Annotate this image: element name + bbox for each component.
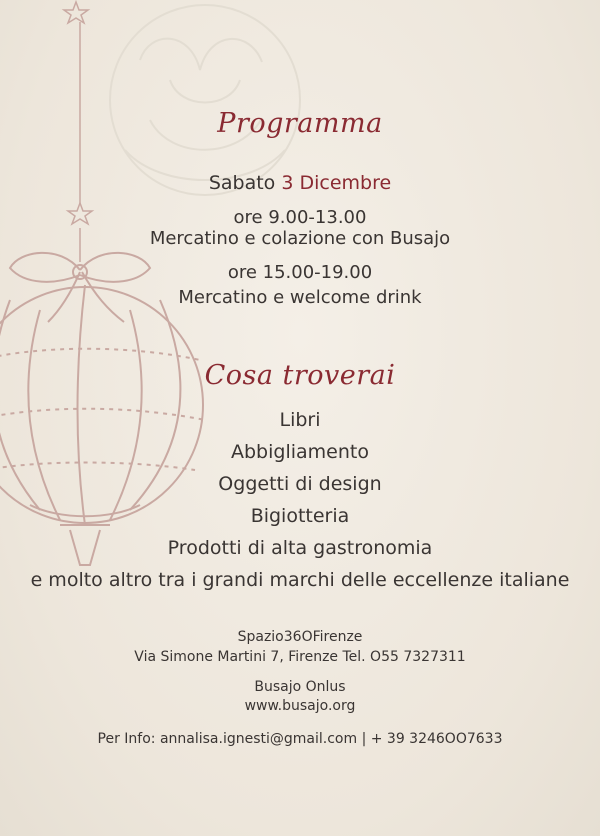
program-date-value: 3 Dicembre xyxy=(281,172,392,194)
org-name: Busajo Onlus xyxy=(254,679,346,695)
offer-item: Libri xyxy=(279,409,321,431)
contact-info[interactable]: Per Info: annalisa.ignesti@gmail.com | + 39 3246OO7633 xyxy=(97,731,503,747)
org-website[interactable]: www.busajo.org xyxy=(244,698,356,714)
program-date xyxy=(0,172,600,194)
offer-item: Prodotti di alta gastronomia xyxy=(167,537,433,559)
venue-name: Spazio36OFirenze xyxy=(237,629,363,645)
slot1-description: Mercatino e colazione con Busajo xyxy=(149,228,451,249)
program-day: Sabato xyxy=(208,172,276,194)
background-bauble-icon xyxy=(110,5,300,195)
offer-heading: Cosa troverai xyxy=(204,360,396,391)
offer-item: Oggetti di design xyxy=(218,473,382,495)
star-icon xyxy=(64,2,88,23)
slot2-time: ore 15.00-19.00 xyxy=(227,262,373,283)
venue-address: Via Simone Martini 7, Firenze Tel. O55 7327311 xyxy=(134,649,466,665)
offer-item: e molto altro tra i grandi marchi delle eccellenze italiane xyxy=(30,569,570,591)
offer-item: Abbigliamento xyxy=(231,441,369,463)
offer-item: Bigiotteria xyxy=(250,505,350,527)
program-heading: Programma xyxy=(217,108,383,139)
slot2-description: Mercatino e welcome drink xyxy=(178,287,422,308)
slot1-time: ore 9.00-13.00 xyxy=(233,207,367,228)
